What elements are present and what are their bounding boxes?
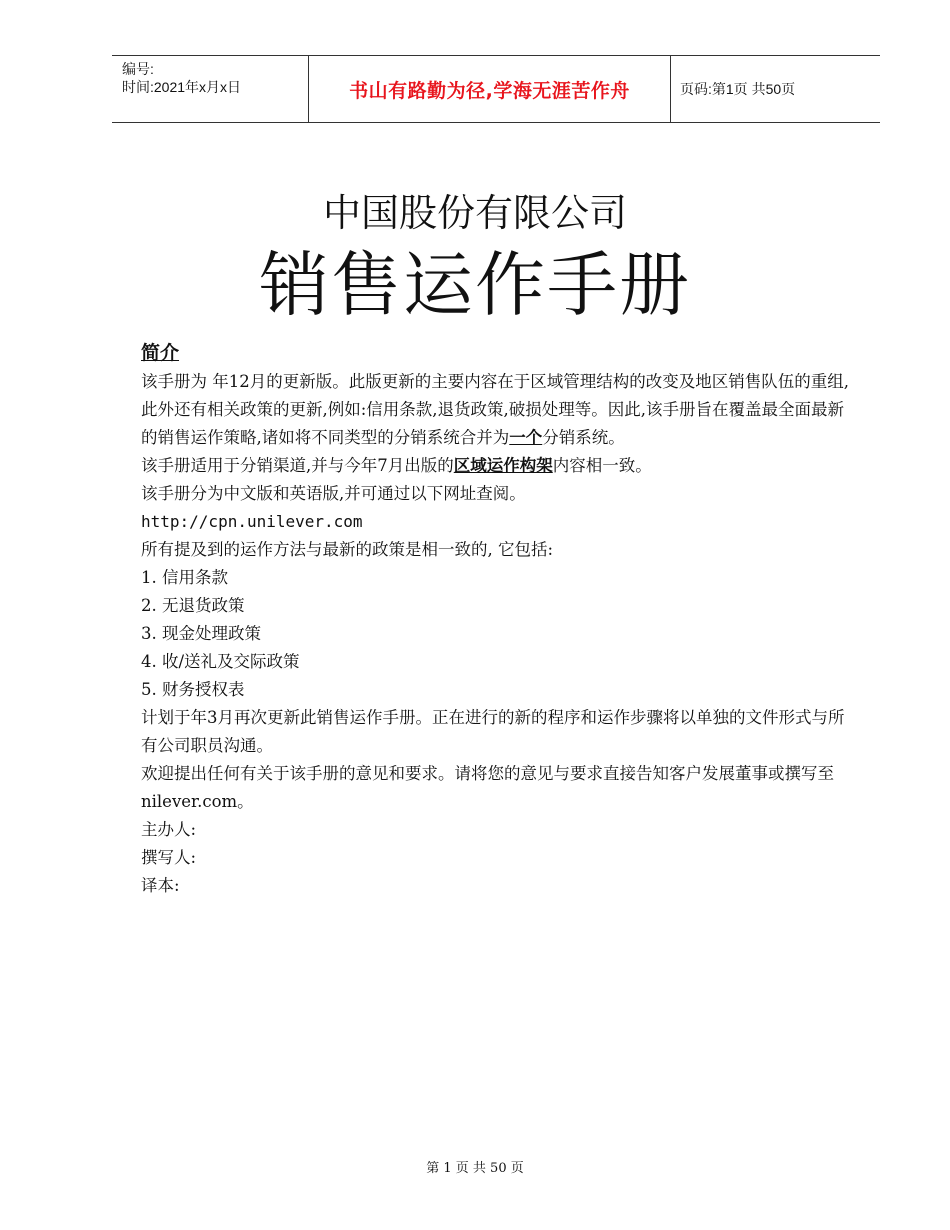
intro-paragraph-2-tail: 内容相一致。 (552, 456, 652, 475)
page-footer: 第 1 页 共 50 页 (426, 1161, 524, 1176)
document-time-label: 时间:2021年x月x日 (122, 79, 242, 95)
intro-paragraph-2-text: 该手册适用于分销渠道,并与今年7月出版的 (141, 456, 454, 475)
intro-paragraph-1-tail: 分销系统。 (542, 428, 625, 447)
intro-paragraph-6: 欢迎提出任何有关于该手册的意见和要求。请将您的意见与要求直接告知客户发展董事或撰写至nilever.com。 (141, 764, 834, 811)
regional-framework-link[interactable]: 区域运作构架 (453, 456, 553, 475)
intro-paragraph-4: 所有提及到的运作方法与最新的政策是相一致的, 它包括: (141, 540, 554, 559)
list-item: 3. 现金处理政策 (141, 624, 261, 643)
header-motto: 书山有路勤为径,学海无涯苦作舟 (349, 79, 630, 102)
intro-heading: 简介 (141, 342, 180, 364)
document-number-label: 编号: (122, 61, 154, 77)
page-header (112, 55, 880, 123)
emphasis-one: 一个 (509, 428, 543, 447)
document-title: 销售运作手册 (259, 244, 691, 326)
policy-list (141, 564, 853, 704)
header-meta (112, 56, 308, 122)
sponsor-label: 主办人: (141, 820, 197, 839)
intro-paragraph-2 (141, 452, 853, 480)
list-item: 4. 收/送礼及交际政策 (141, 652, 300, 671)
list-item: 5. 财务授权表 (141, 680, 245, 699)
header-page-label: 页码:第1页 共50页 (680, 81, 796, 97)
writer-label: 撰写人: (141, 848, 197, 867)
company-title: 中国股份有限公司 (322, 191, 627, 235)
header-motto-cell (308, 56, 671, 122)
intro-section (141, 338, 853, 900)
intro-paragraph-1 (141, 368, 853, 452)
intro-paragraph-1-text: 该手册为 年12月的更新版。此版更新的主要内容在于区域管理结构的改变及地区销售队伍的重组,此外还有相关政策的更新,例如:信用条款,退货政策,破损处理等。因此,该手册旨在覆盖最全面最新的销售运作策略,诸如将不同类型的分销系统合并为 (141, 372, 849, 447)
list-item: 2. 无退货政策 (141, 596, 245, 615)
translation-label: 译本: (141, 876, 180, 895)
intro-paragraph-5: 计划于年3月再次更新此销售运作手册。正在进行的新的程序和运作步骤将以单独的文件形式与所有公司职员沟通。 (141, 708, 845, 755)
intro-paragraph-3: 该手册分为中文版和英语版,并可通过以下网址查阅。 (141, 484, 526, 503)
list-item: 1. 信用条款 (141, 568, 228, 587)
website-url[interactable]: http://cpn.unilever.com (141, 512, 363, 531)
header-page-cell (671, 56, 880, 122)
